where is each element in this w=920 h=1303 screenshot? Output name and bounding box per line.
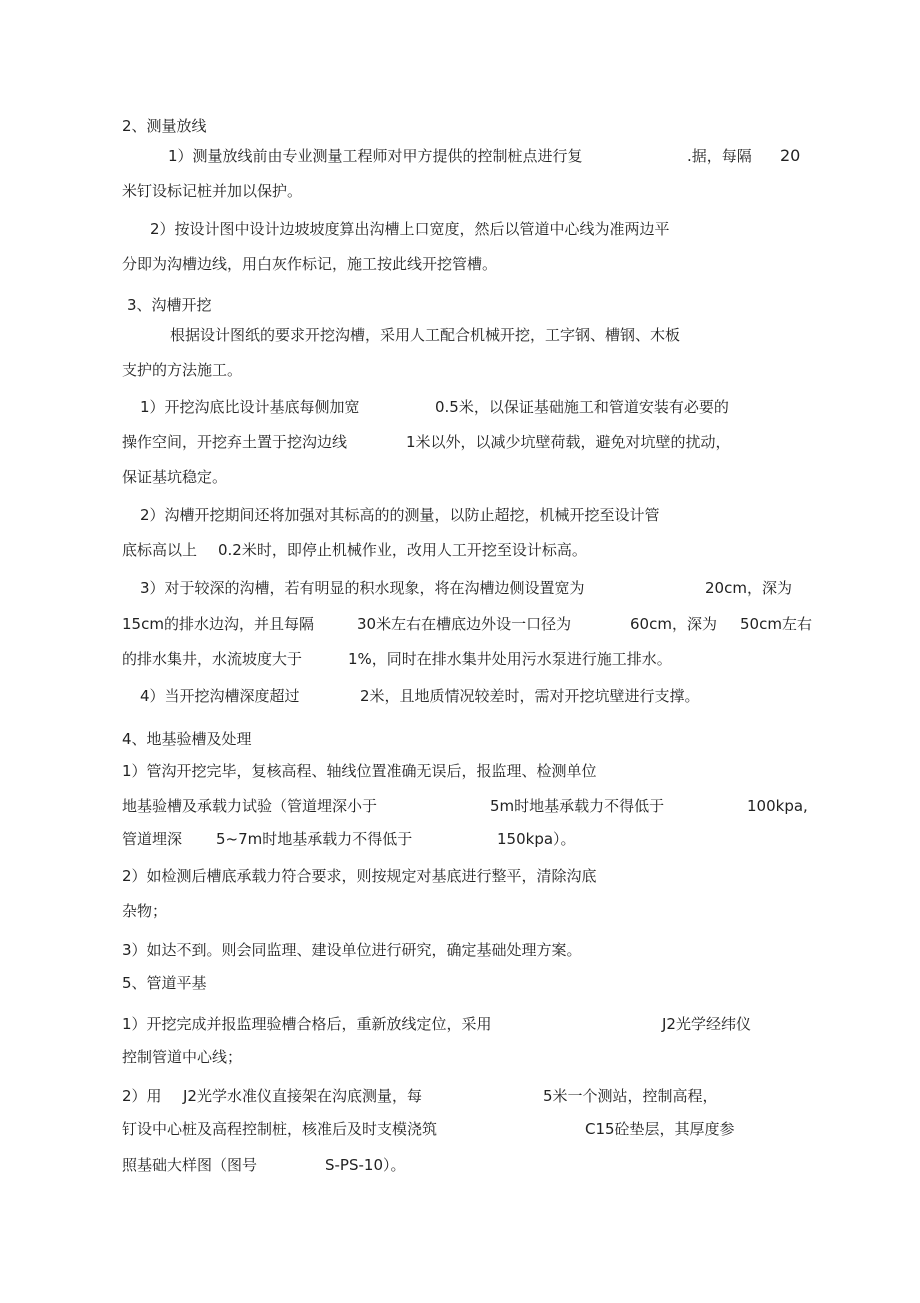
paragraph-line [0, 432, 920, 452]
text-run: .据，每隔 [687, 147, 752, 165]
text-run: 100kpa, [747, 797, 808, 815]
paragraph-line: 2）如检测后槽底承载力符合要求，则按规定对基底进行整平，清除沟底 [122, 867, 597, 885]
text-run: 底标高以上 [122, 541, 198, 559]
text-run: 1）开挖完成并报监理验槽合格后，重新放线定位，采用 [122, 1015, 492, 1033]
text-run: 2）用 [122, 1087, 162, 1105]
paragraph-line [0, 614, 920, 634]
section-4-heading: 4、地基验槽及处理 [122, 730, 252, 748]
text-run: 20 [780, 146, 801, 165]
section-2-heading: 2、测量放线 [122, 117, 207, 135]
text-run: 150kpa）。 [497, 830, 576, 848]
paragraph-line: 根据设计图纸的要求开挖沟槽，采用人工配合机械开挖，工字钢、槽钢、木板 [170, 326, 681, 344]
paragraph-line [0, 397, 920, 417]
text-run: 5米一个测站，控制高程， [543, 1087, 718, 1105]
text-run: 4）当开挖沟槽深度超过 [140, 687, 300, 705]
text-run: S-PS-10）。 [325, 1156, 406, 1174]
paragraph-line: 控制管道中心线； [122, 1048, 243, 1066]
paragraph-line [0, 1119, 920, 1139]
paragraph-line [0, 1155, 920, 1175]
text-run: J2光学水准仪直接架在沟底测量，每 [183, 1087, 422, 1105]
text-run: 1）开挖沟底比设计基底每侧加宽 [140, 398, 360, 416]
text-run: 管道埋深 [122, 830, 183, 848]
paragraph-line: 1）管沟开挖完毕，复核高程、轴线位置准确无误后，报监理、检测单位 [122, 762, 597, 780]
text-run: 0.5米，以保证基础施工和管道安装有必要的 [435, 398, 729, 416]
paragraph-line [0, 686, 920, 706]
text-run: 5~7m时地基承载力不得低于 [216, 830, 413, 848]
section-3-heading: 3、沟槽开挖 [127, 296, 212, 314]
text-run: 的排水集井，水流坡度大于 [122, 650, 303, 668]
paragraph-line: 分即为沟槽边线，用白灰作标记，施工按此线开挖管槽。 [122, 255, 498, 273]
paragraph-line [0, 146, 920, 166]
text-run: 钉设中心桩及高程控制桩，核准后及时支模浇筑 [122, 1120, 438, 1138]
text-run: 地基验槽及承载力试验（管道埋深小于 [122, 797, 378, 815]
text-run: 操作空间，开挖弃土置于挖沟边线 [122, 433, 348, 451]
paragraph-line: 2）沟槽开挖期间还将加强对其标高的的测量，以防止超挖，机械开挖至设计管 [140, 506, 660, 524]
text-run: 2米，且地质情况较差时，需对开挖坑壁进行支撑。 [360, 687, 700, 705]
text-run: C15砼垫层，其厚度参 [585, 1120, 735, 1138]
text-run: 5m时地基承载力不得低于 [490, 797, 665, 815]
paragraph-line [0, 578, 920, 598]
paragraph-line [0, 829, 920, 849]
section-5-heading: 5、管道平基 [122, 974, 207, 992]
text-run: 0.2米时，即停止机械作业，改用人工开挖至设计标高。 [218, 541, 587, 559]
paragraph-line: 杂物； [122, 902, 168, 920]
paragraph-line [0, 1014, 920, 1034]
text-run: 3）对于较深的沟槽，若有明显的积水现象，将在沟槽边侧设置宽为 [140, 579, 585, 597]
text-run: 照基础大样图（图号 [122, 1156, 258, 1174]
paragraph-line [0, 649, 920, 669]
paragraph-line: 3）如达不到。则会同监理、建设单位进行研究，确定基础处理方案。 [122, 941, 582, 959]
text-run: 1%，同时在排水集井处用污水泵进行施工排水。 [348, 650, 672, 668]
text-run: 15cm的排水边沟，并且每隔 [122, 615, 314, 633]
paragraph-line [0, 1086, 920, 1106]
text-run: 60cm，深为 [630, 615, 717, 633]
paragraph-line: 米钉设标记桩并加以保护。 [122, 182, 303, 200]
text-run: 1米以外，以减少坑壁荷载，避免对坑壁的扰动， [406, 433, 731, 451]
paragraph-line: 2）按设计图中设计边坡坡度算出沟槽上口宽度，然后以管道中心线为准两边平 [150, 220, 670, 238]
text-run: J2光学经纬仪 [662, 1015, 751, 1033]
text-run: 50cm左右 [740, 615, 812, 633]
text-run: 1）测量放线前由专业测量工程师对甲方提供的控制桩点进行复 [168, 147, 583, 165]
paragraph-line: 保证基坑稳定。 [122, 468, 228, 486]
text-run: 30米左右在槽底边外设一口径为 [357, 615, 572, 633]
paragraph-line: 支护的方法施工。 [122, 361, 243, 379]
text-run: 20cm，深为 [705, 579, 792, 597]
paragraph-line [0, 540, 920, 560]
paragraph-line [0, 796, 920, 816]
